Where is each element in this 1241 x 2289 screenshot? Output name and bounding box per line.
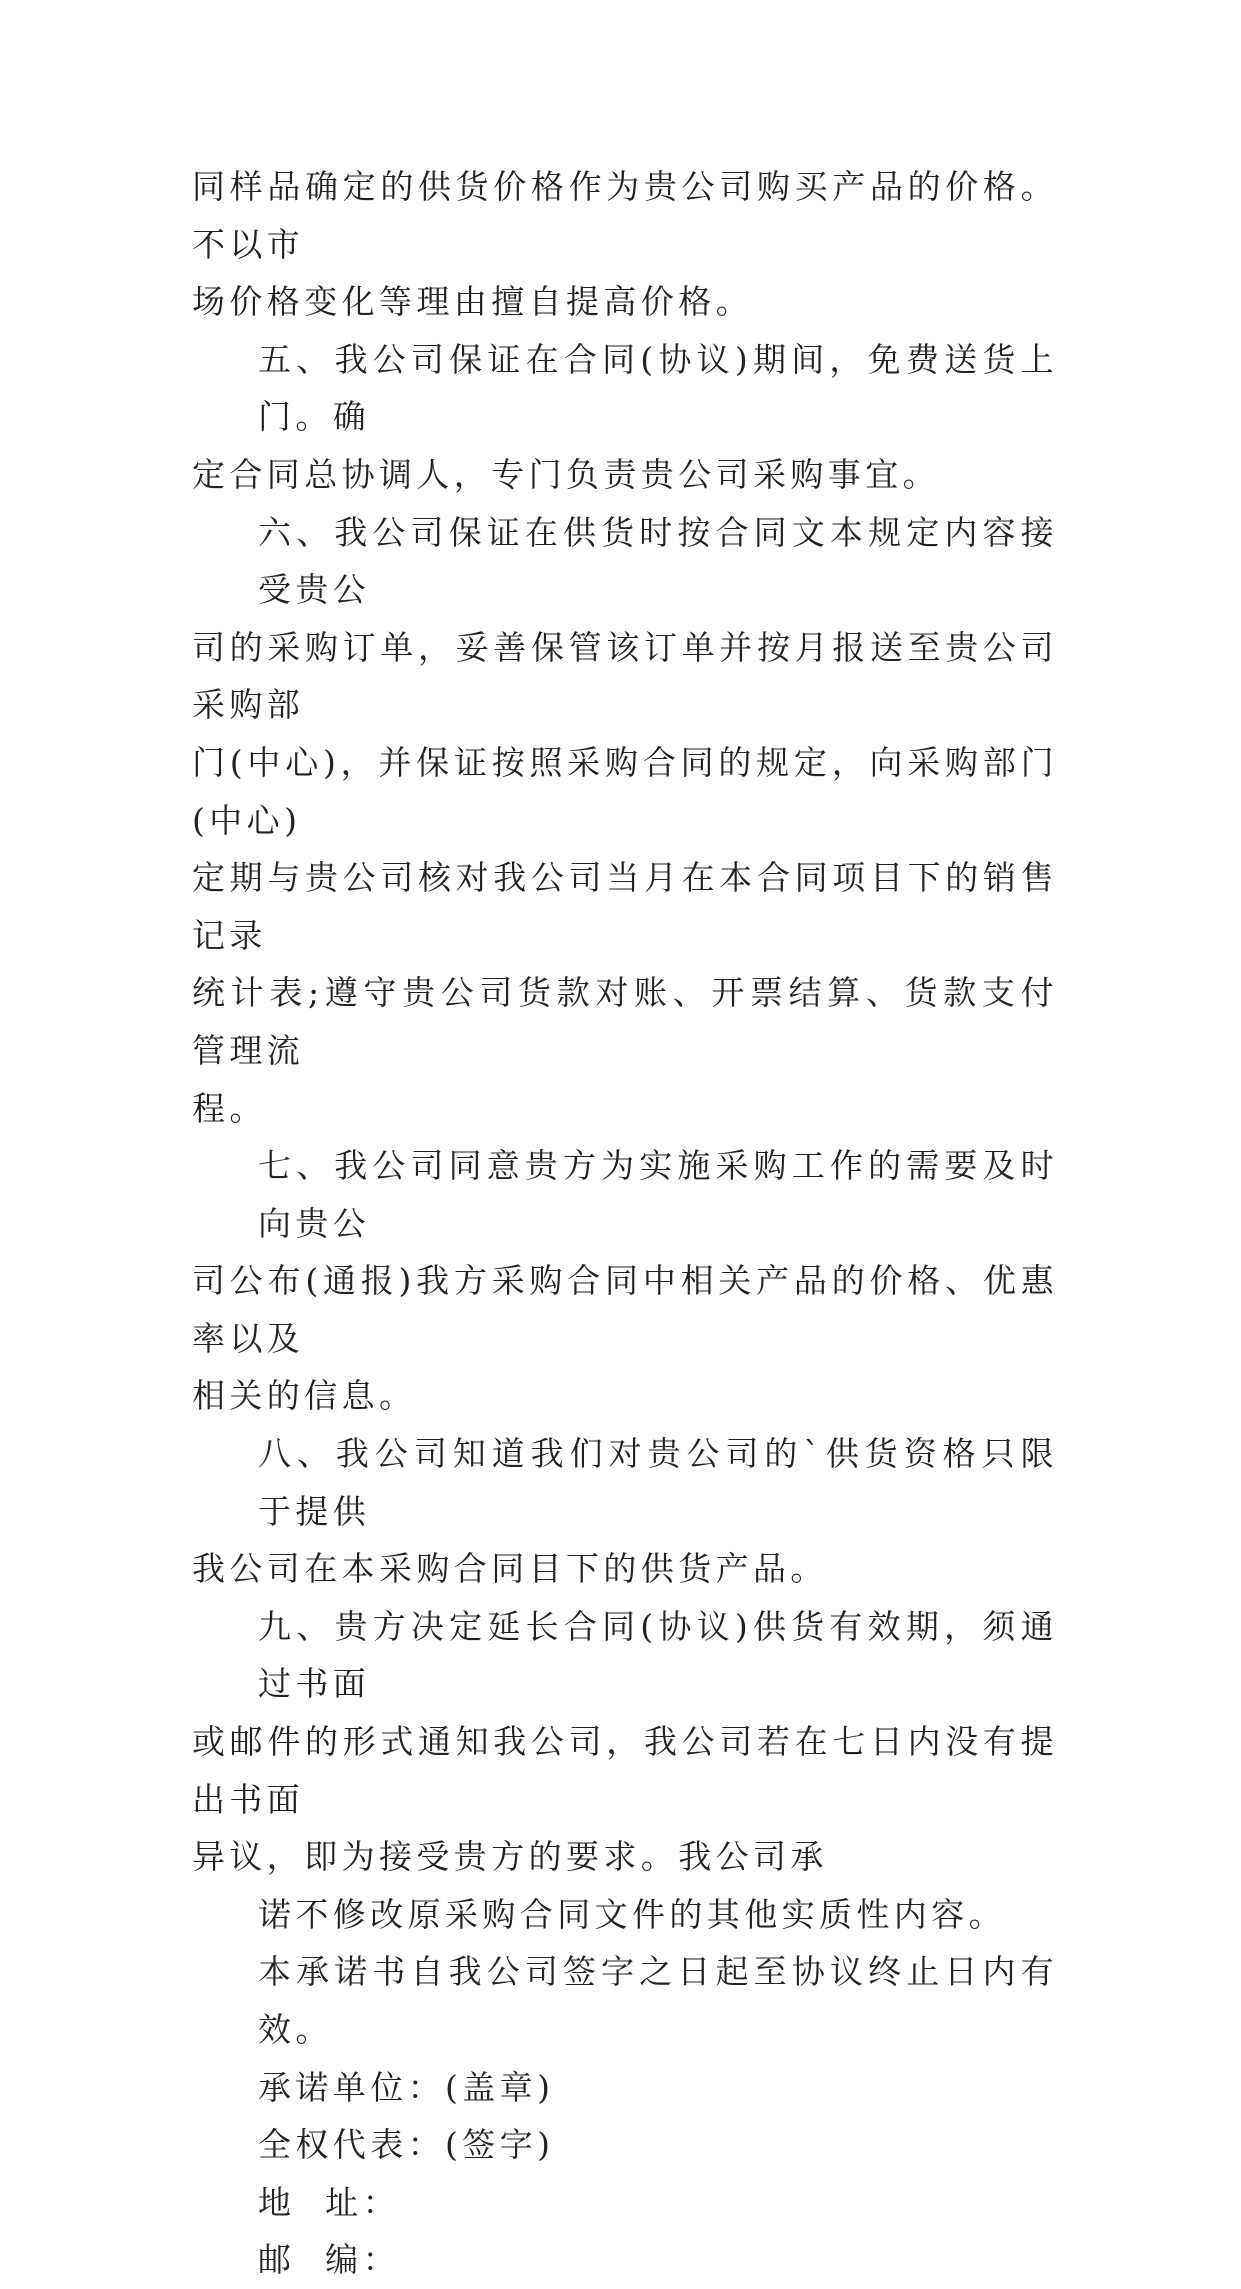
text-line: 统计表;遵守贵公司货款对账、开票结算、货款支付管理流: [192, 973, 1058, 1070]
text-line: 五、我公司保证在合同(协议)期间，免费送货上门。确: [258, 339, 1058, 437]
postcode-label: 邮 编：: [258, 2240, 400, 2280]
text-line: 场价格变化等理由擅自提高价格。: [192, 282, 753, 322]
authorized-representative-label: 全权代表：(签字): [258, 2125, 555, 2165]
paragraph-clause-5: [192, 331, 1058, 504]
address-label: 地 址：: [258, 2182, 400, 2222]
paragraph-clause-7: [192, 1137, 1058, 1425]
text-line: 定合同总协调人，专门负责贵公司采购事宜。: [192, 454, 940, 494]
signature-section: [192, 1886, 1058, 2289]
paragraph-price-terms: [192, 158, 1058, 331]
text-line: 六、我公司保证在供货时按合同文本规定内容接受贵公: [258, 512, 1058, 610]
validity-statement: 本承诺书自我公司签字之日起至协议终止日内有效。: [258, 1952, 1058, 2049]
committing-unit-label: 承诺单位：(盖章): [258, 2067, 555, 2107]
text-line: 九、贵方决定延长合同(协议)供货有效期，须通过书面: [258, 1606, 1058, 1704]
text-line: 同样品确定的供货价格作为贵公司购买产品的价格。不以市: [192, 167, 1058, 264]
paragraph-clause-9: [192, 1598, 1058, 1886]
text-line: 异议，即为接受贵方的要求。我公司承: [192, 1837, 828, 1877]
paragraph-clause-6: [192, 504, 1058, 1138]
text-line: 司的采购订单，妥善保管该订单并按月报送至贵公司采购部: [192, 627, 1058, 725]
text-line: 诺不修改原采购合同文件的其他实质性内容。: [258, 1894, 1006, 1934]
text-line: 门(中心)，并保证按照采购合同的规定，向采购部门(中心): [192, 742, 1058, 840]
text-line: 七、我公司同意贵方为实施采购工作的需要及时向贵公: [258, 1146, 1058, 1243]
text-line: 程。: [192, 1088, 267, 1128]
text-line: 司公布(通报)我方采购合同中相关产品的价格、优惠率以及: [192, 1261, 1058, 1358]
paragraph-clause-8: [192, 1425, 1058, 1598]
text-line: 八、我公司知道我们对贵公司的`供货资格只限于提供: [258, 1434, 1058, 1531]
document-page: [192, 158, 1058, 2289]
text-line: 定期与贵公司核对我公司当月在本合同项目下的销售记录: [192, 858, 1058, 955]
text-line: 我公司在本采购合同目下的供货产品。: [192, 1549, 828, 1589]
text-line: 或邮件的形式通知我公司，我公司若在七日内没有提出书面: [192, 1722, 1058, 1819]
text-line: 相关的信息。: [192, 1376, 417, 1416]
